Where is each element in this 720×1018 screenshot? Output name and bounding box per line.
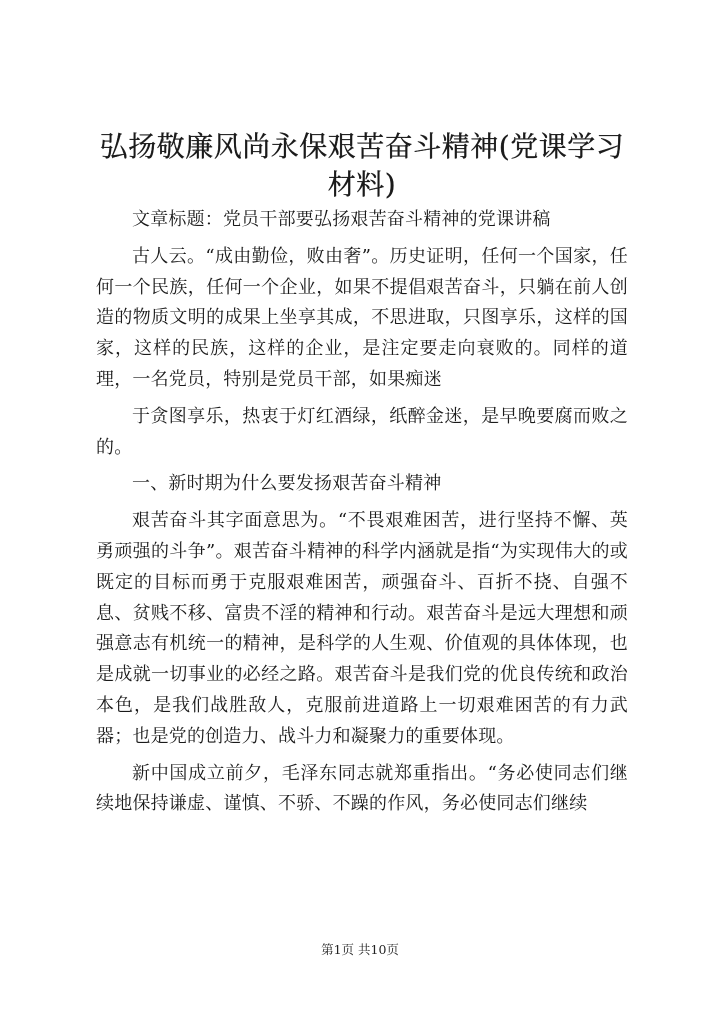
paragraph-definition: 艰苦奋斗其字面意思为。“不畏艰难困苦，进行坚持不懈、英勇顽强的斗争”。艰苦奋斗精神的科学内涵就是指“为实现伟大的或既定的目标而勇于克服艰难困苦，顽强奋斗、百折不挠、自强不息、贫贱不移、富贵不淫的精神和行动。艰苦奋斗是远大理想和顽强意志有机统一的精神，是科学的人生观、价值观的具体体现，也是成就一切事业的必经之路。艰苦奋斗是我们党的优良传统和政治本色，是我们战胜敌人，克服前进道路上一切艰难困苦的有力武器；也是党的创造力、战斗力和凝聚力的重要体现。: [96, 510, 628, 747]
document-body: [96, 205, 628, 826]
page-footer: 第1页 共10页: [321, 942, 399, 957]
paragraph-mao-quote: 新中国成立前夕，毛泽东同志就郑重指出。“务必使同志们继续地保持谦虚、谨慎、不骄、不躁的作风，务必使同志们继续: [96, 762, 628, 815]
paragraph-intro: 古人云。“成由勤俭，败由奢”。历史证明，任何一个国家，任何一个民族，任何一个企业，如果不提倡艰苦奋斗，只躺在前人创造的物质文明的成果上坐享其成，不思进取，只图享乐，这样的国家，这样的民族，这样的企业，是注定要走向衰败的。同样的道理，一名党员，特别是党员干部，如果痴迷: [96, 245, 628, 390]
section-heading-1: 一、新时期为什么要发扬艰苦奋斗精神: [132, 473, 442, 495]
paragraph-article-title: 文章标题：党员干部要弘扬艰苦奋斗精神的党课讲稿: [132, 209, 551, 230]
document-title: 弘扬敬廉风尚永保艰苦奋斗精神(党课学习材料): [99, 130, 625, 201]
paragraph-intro-continued: 于贪图享乐，热衷于灯红酒绿，纸醉金迷，是早晚要腐而败之的。: [96, 405, 628, 458]
